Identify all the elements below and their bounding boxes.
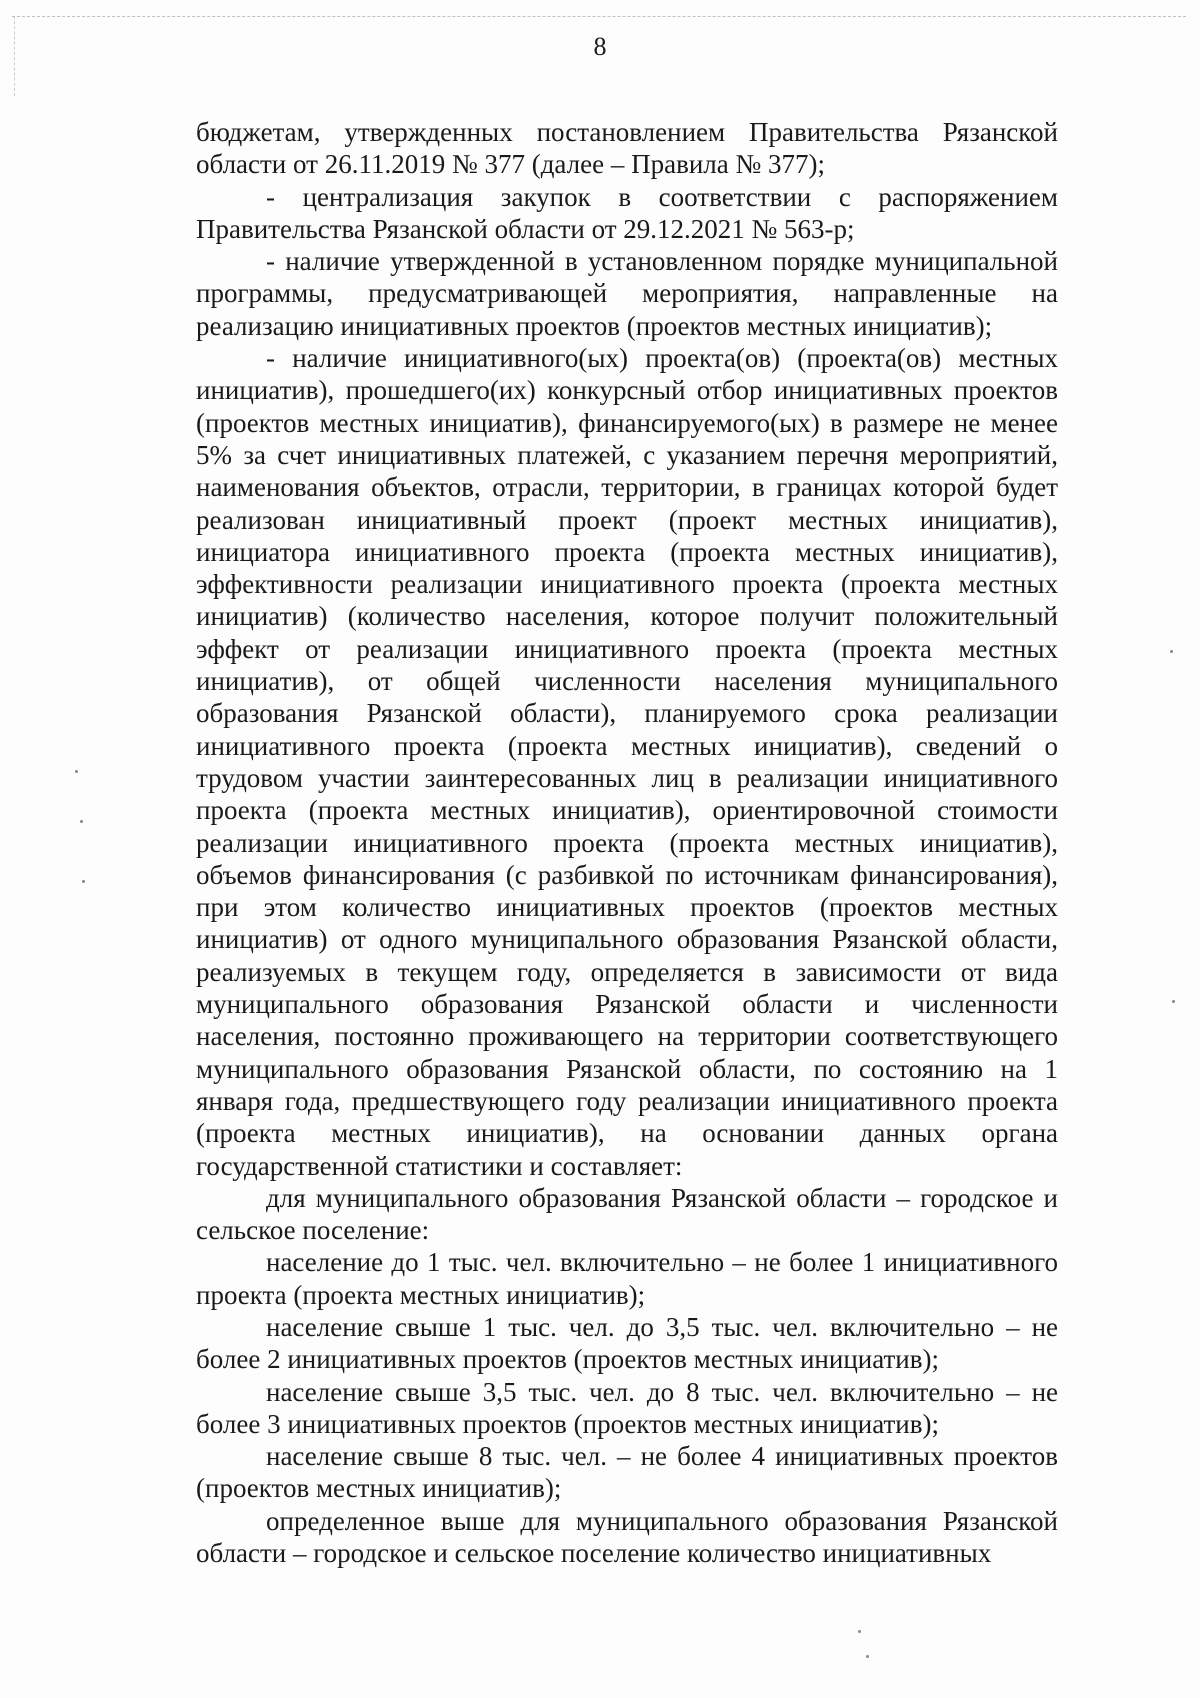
paragraph-8: население свыше 3,5 тыс. чел. до 8 тыс. чел. включительно – не более 3 инициативных проектов (проектов местных инициатив); (196, 1376, 1058, 1439)
scan-speck (1170, 650, 1173, 653)
scan-speck (1172, 1000, 1175, 1003)
paragraph-5: для муниципального образования Рязанской области – городское и сельское поселение: (196, 1182, 1058, 1246)
scan-speck (866, 1655, 869, 1658)
paragraph-2: - централизация закупок в соответствии с распоряжением Правительства Рязанской области от 29.12.2021 № 563-р; (196, 181, 1058, 244)
page-number: 8 (593, 32, 607, 61)
scan-speck (75, 770, 78, 773)
paragraph-3: - наличие утвержденной в установленном порядке муниципальной программы, предусматривающей мероприятия, направленные на реализацию инициативных проектов (проектов местных инициатив); (196, 246, 1058, 341)
paragraph-1: бюджетам, утвержденных постановлением Правительства Рязанской области от 26.11.2019 № 377 (далее – Правила № 377); (196, 117, 1058, 180)
scan-speck (858, 1630, 861, 1633)
scan-border-top (12, 16, 1186, 17)
paragraph-6: население до 1 тыс. чел. включительно – не более 1 инициативного проекта (проекта местных инициатив); (196, 1247, 1058, 1310)
document-body (196, 116, 1058, 1569)
paragraph-9: население свыше 8 тыс. чел. – не более 4 инициативных проектов (проектов местных инициатив); (196, 1441, 1058, 1504)
paragraph-4: - наличие инициативного(ых) проекта(ов) (проекта(ов) местных инициатив), прошедшего(их) конкурсный отбор инициативных проектов (проектов местных инициатив), финансируемого(ых) в размере не менее 5% за счет инициативных платежей, с указанием перечня мероприятий, наименования объектов, отрасли, территории, в границах которой будет реализован инициативный проект (проект местных инициатив), инициатора инициативного проекта (проекта местных инициатив), эффективности реализации инициативного проекта (проекта местных инициатив) (количество населения, которое получит положительный эффект от реализации инициативного проекта (проекта местных инициатив), от общей численности населения муниципального образования Рязанской области), планируемого срока реализации инициативного проекта (проекта местных инициатив), сведений о трудовом участии заинтересованных лиц в реализации инициативного проекта (проекта местных инициатив), ориентировочной стоимости реализации инициативного проекта (проекта местных инициатив), объемов финансирования (с разбивкой по источникам финансирования), при этом количество инициативных проектов (проектов местных инициатив) от одного муниципального образования Рязанской области, реализуемых в текущем году, определяется в зависимости от вида муниципального образования Рязанской области и численности населения, постоянно проживающего на территории соответствующего муниципального образования Рязанской области, по состоянию на 1 января года, предшествующего году реализации инициативного проекта (проекта местных инициатив), на основании данных органа государственной статистики и составляет: (196, 343, 1058, 1181)
scan-speck (80, 820, 83, 823)
paragraph-7: население свыше 1 тыс. чел. до 3,5 тыс. чел. включительно – не более 2 инициативных проектов (проектов местных инициатив); (196, 1311, 1058, 1375)
scan-speck (82, 880, 85, 883)
paragraph-10: определенное выше для муниципального образования Рязанской области – городское и сельское поселение количество инициативных (196, 1505, 1058, 1569)
